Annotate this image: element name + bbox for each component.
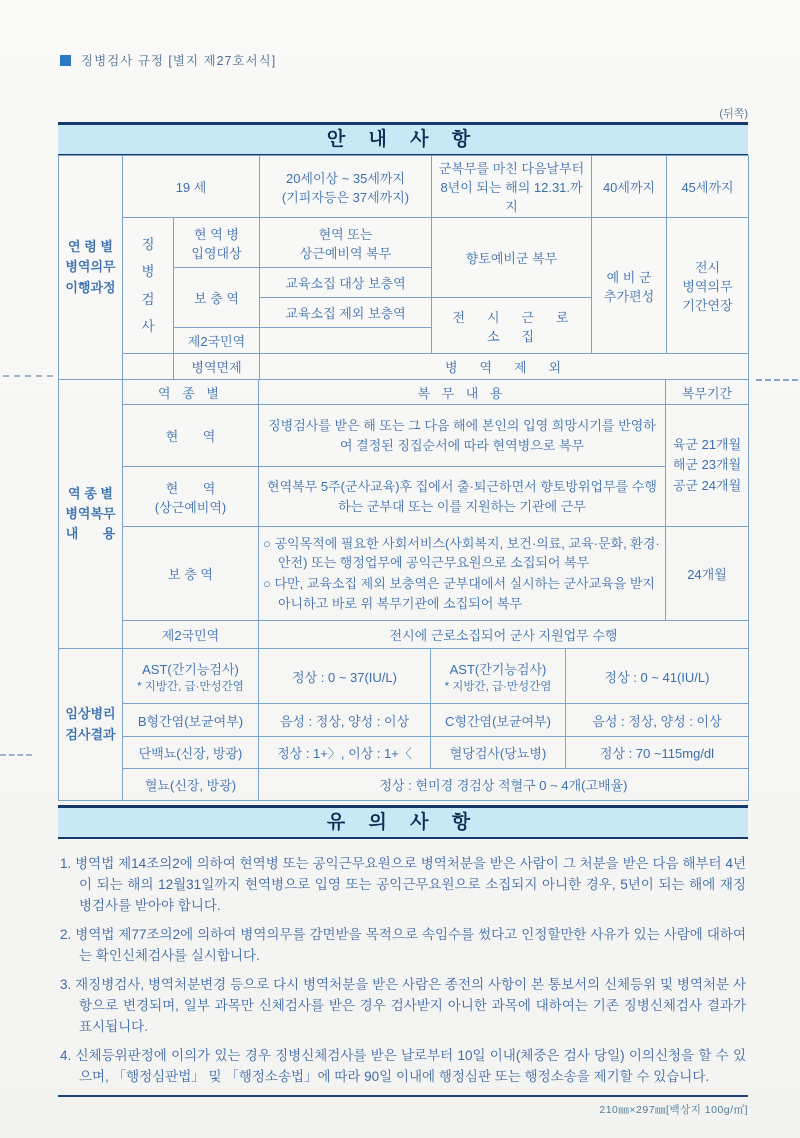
cell-reserve-addition bbox=[592, 218, 667, 354]
table-row bbox=[59, 737, 749, 769]
cell-empty bbox=[123, 354, 174, 380]
cell-line: 8년이 되는 해의 12.31.까지 bbox=[440, 180, 583, 214]
table-row bbox=[59, 704, 749, 737]
cell-homeland-reserve: 향토예비군 복무 bbox=[432, 218, 592, 298]
col-header-duty-content: 복 무 내 용 bbox=[259, 380, 666, 405]
fold-mark-right bbox=[756, 379, 798, 381]
cell-test-hematuria: 혈뇨(신장, 방광) bbox=[123, 769, 259, 801]
cell-period-supplementary: 24개월 bbox=[666, 527, 749, 621]
guide-section-title: 안 내 사 항 bbox=[58, 122, 748, 156]
cell-line: 검 bbox=[141, 291, 155, 307]
section-label-service-type bbox=[59, 380, 123, 649]
cell-line: 추가편성 bbox=[603, 288, 655, 304]
service-table bbox=[58, 379, 749, 649]
guide-table bbox=[58, 155, 749, 380]
cell-value-ast-right: 정상 : 0 ~ 41(IU/L) bbox=[566, 649, 749, 704]
cell-line: 병역의무 bbox=[682, 279, 733, 294]
col-header-service-type: 역 종 별 bbox=[123, 380, 259, 405]
cell-age-20-35 bbox=[260, 156, 432, 218]
table-row bbox=[59, 621, 749, 649]
document-title: 징병검사 규정 [별지 제27호서식] bbox=[81, 54, 277, 68]
table-row bbox=[59, 218, 749, 268]
cell-age-19: 19 세 bbox=[123, 156, 260, 218]
cell-value-proteinuria: 정상 : 1+〉, 이상 : 1+〈 bbox=[259, 737, 431, 769]
table-row bbox=[59, 769, 749, 801]
fold-mark-left-top bbox=[3, 375, 53, 377]
cell-conscription-exam bbox=[123, 218, 174, 354]
cell-age-40: 40세까지 bbox=[592, 156, 667, 218]
cell-line: 해군 23개월 bbox=[672, 457, 742, 473]
table-row bbox=[59, 156, 749, 218]
cell-desc-active: 징병검사를 받은 해 또는 그 다음 해에 본인의 입영 희망시기를 반영하여 결정된 징집순서에 따라 현역병으로 복무 bbox=[259, 405, 666, 467]
section-label-line: 임상병리 bbox=[65, 706, 116, 722]
table-row bbox=[59, 405, 749, 467]
cell-desc-active-commute: 현역복무 5주(군사교육)후 집에서 출·퇴근하면서 향토방위업무를 수행하는 군부대 또는 이를 지원하는 기관에 근무 bbox=[259, 467, 666, 527]
cell-wartime-labor-call: 전 시 근 로 소 집 bbox=[432, 298, 592, 354]
section-label-line: 병역복무 bbox=[65, 505, 116, 521]
cell-test-ast-left bbox=[123, 649, 259, 704]
cell-active-or-reserve-duty bbox=[260, 218, 432, 268]
table-row bbox=[59, 380, 749, 405]
cell-line: 20세이상 ~ 35세까지 bbox=[285, 170, 406, 186]
section-label-line: 연 령 별 bbox=[68, 239, 113, 255]
cell-second-citizen-service: 제2국민역 bbox=[174, 328, 260, 354]
cell-desc-second-citizen: 전시에 근로소집되어 군사 지원업무 수행 bbox=[259, 621, 749, 649]
section-label-line: 병역의무 bbox=[65, 259, 116, 275]
cell-line: (기피자등은 37세까지) bbox=[281, 189, 410, 205]
notice-item-4: 4. 신체등위판정에 이의가 있는 경우 징병신체검사를 받은 날로부터 10일 이내(체중은 검사 당일) 이의신청을 할 수 있으며, 「행정심판법」 및 「행정소송법」에 따라 90일 이내에 행정심판 또는 행정소송을 제기할 수 있습니다. bbox=[60, 1048, 746, 1084]
notice-section-title: 유 의 사 항 bbox=[58, 805, 748, 839]
cell-empty bbox=[260, 328, 432, 354]
cell-line: * 지방간, 급·만성간염 bbox=[444, 680, 552, 693]
cell-type-active-commute bbox=[123, 467, 259, 527]
cell-age-45: 45세까지 bbox=[667, 156, 749, 218]
cell-value-hematuria: 정상 : 현미경 경검상 적혈구 0 ~ 4개(고배율) bbox=[259, 769, 749, 801]
cell-wartime-extension bbox=[667, 218, 749, 354]
table-row bbox=[59, 527, 749, 621]
cell-line: 사 bbox=[141, 319, 155, 334]
cell-line: 입영대상 bbox=[191, 245, 242, 261]
paper-size-label: 210㎜×297㎜[백상지 100g/㎡] bbox=[599, 1104, 748, 1116]
cell-test-blood-sugar: 혈당검사(당뇨병) bbox=[431, 737, 566, 769]
cell-period-by-branch bbox=[666, 405, 749, 527]
section-label-line: 검사결과 bbox=[65, 726, 116, 742]
notice-item-2: 2. 병역법 제77조의2에 의하여 병역의무를 감면받을 목적으로 속임수를 썼다고 인정할만한 사유가 있는 사람에 대하여는 확인신체검사를 실시합니다. bbox=[60, 927, 746, 963]
notice-item-3: 3. 재징병검사, 병역처분변경 등으로 다시 병역처분을 받은 사람은 종전의 사항이 본 통보서의 신체등위 및 병역처분 사항으로 변경되며, 일부 과목만 신체검사를 받은 경우 검사받지 아니한 과목에 대하여는 기존 징병신체검사 결과가 표시됩니다. bbox=[60, 977, 746, 1034]
notice-item-1: 1. 병역법 제14조의2에 의하여 현역병 또는 공익근무요원으로 병역처분을 받은 사람이 그 처분을 받은 다음 해부터 4년이 되는 해의 12월31일까지 현역병으로 입영 또는 공익근무요원으로 소집되지 아니한 경우, 5년이 되는 해에 재징병검사를 받아야 합니다. bbox=[60, 856, 746, 913]
cell-line: 병 bbox=[141, 264, 155, 279]
cell-age-after-service bbox=[432, 156, 592, 218]
cell-line: 기간연장 bbox=[682, 298, 733, 313]
cell-type-second-citizen: 제2국민역 bbox=[123, 621, 259, 649]
cell-line: 예 비 군 bbox=[606, 269, 652, 285]
clinical-table bbox=[58, 648, 749, 801]
cell-type-supplementary: 보 충 역 bbox=[123, 527, 259, 621]
section-label-line: 역 종 별 bbox=[68, 485, 113, 501]
table-row bbox=[59, 649, 749, 704]
cell-line: 현역 또는 bbox=[318, 226, 373, 242]
cell-line: 공군 24개월 bbox=[672, 477, 742, 493]
cell-value-ast-left: 정상 : 0 ~ 37(IU/L) bbox=[259, 649, 431, 704]
cell-edu-call-excluded: 교육소집 제외 보충역 bbox=[260, 298, 432, 328]
cell-edu-call-included: 교육소집 대상 보충역 bbox=[260, 268, 432, 298]
table-row bbox=[59, 467, 749, 527]
cell-line: AST(간기능검사) bbox=[142, 661, 239, 677]
bullet-item: ○ 공익목적에 필요한 사회서비스(사회복지, 보건·의료, 교육·문화, 환경·안전) 또는 행정업무에 공익근무요원으로 소집되어 복무 bbox=[263, 535, 660, 571]
cell-active-duty-target bbox=[174, 218, 260, 268]
cell-line: * 지방간, 급·만성간염 bbox=[137, 680, 244, 693]
cell-service-excluded: 병 역 제 외 bbox=[260, 354, 749, 380]
cell-test-proteinuria: 단백뇨(신장, 방광) bbox=[123, 737, 259, 769]
cell-value-hepatitis-b: 음성 : 정상, 양성 : 이상 bbox=[259, 704, 431, 737]
cell-line: 상근예비역 복무 bbox=[299, 245, 392, 261]
bullet-item: ○ 다만, 교육소집 제외 보충역은 군부대에서 실시하는 군사교육을 받지 아니하고 바로 위 복무기관에 소집되어 복무 bbox=[263, 576, 655, 611]
cell-line: 육군 21개월 bbox=[672, 437, 742, 453]
cell-line: 현 역 bbox=[165, 480, 216, 496]
cell-type-active: 현 역 bbox=[123, 405, 259, 467]
cell-line: 군복무를 마친 다음날부터 bbox=[438, 161, 585, 176]
footer-divider bbox=[58, 1095, 748, 1097]
cell-line: 현 역 병 bbox=[194, 226, 239, 242]
section-label-clinical bbox=[59, 649, 123, 801]
cell-line: AST(간기능검사) bbox=[449, 661, 547, 677]
cell-test-hepatitis-b: B형간염(보균여부) bbox=[123, 704, 259, 737]
blue-square-icon bbox=[60, 55, 71, 66]
cell-desc-supplementary bbox=[259, 527, 666, 621]
cell-test-ast-right bbox=[431, 649, 566, 704]
fold-mark-left-bottom bbox=[0, 754, 32, 756]
cell-line: 징 bbox=[141, 236, 155, 252]
form-content bbox=[58, 122, 748, 1117]
col-header-duty-period: 복무기간 bbox=[666, 380, 749, 405]
cell-line: 전시 bbox=[694, 260, 721, 275]
cell-value-blood-sugar: 정상 : 70 ~115mg/dl bbox=[566, 737, 749, 769]
cell-line: (상근예비역) bbox=[154, 499, 227, 515]
notice-list bbox=[58, 853, 748, 1087]
section-label-line: 내 용 bbox=[65, 526, 116, 542]
document-header bbox=[60, 51, 276, 69]
cell-test-hepatitis-c: C형간염(보균여부) bbox=[431, 704, 566, 737]
section-label-line: 이행과정 bbox=[65, 279, 116, 295]
page-side-label: (뒤쪽) bbox=[719, 108, 748, 120]
cell-value-hepatitis-c: 음성 : 정상, 양성 : 이상 bbox=[566, 704, 749, 737]
section-label-age-process bbox=[59, 156, 123, 380]
cell-supplementary: 보 충 역 bbox=[174, 268, 260, 328]
table-row bbox=[59, 354, 749, 380]
cell-exemption: 병역면제 bbox=[174, 354, 260, 380]
